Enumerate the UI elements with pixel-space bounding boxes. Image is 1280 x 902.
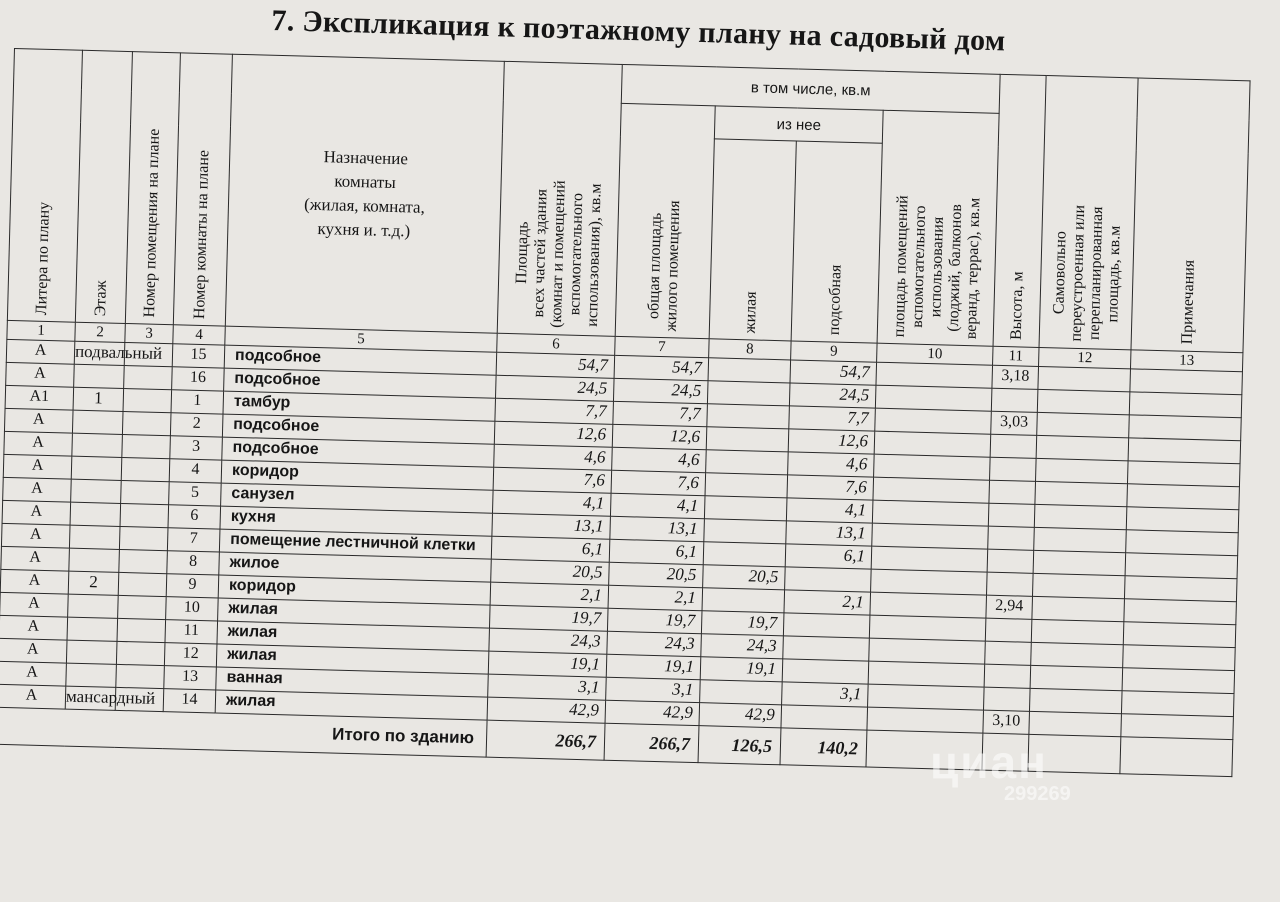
utility-area-cell: 6,1 [785,544,872,569]
floor-cell [72,433,123,457]
total-area-cell: 13,1 [492,513,611,539]
height-cell [989,480,1036,504]
notes-cell [1122,668,1235,694]
living-area-cell [700,680,783,705]
height-cell: 3,03 [991,411,1038,435]
room-number-cell: 7 [167,528,220,552]
living-area-cell [703,542,786,567]
header-unauthorized-area: Самовольно переустроенная или перепланированная площадь, кв.м [1039,76,1138,350]
auxiliary-area-cell [872,523,989,549]
general-area-cell: 12,6 [612,424,707,449]
auxiliary-area-cell [874,431,991,457]
totals-utility-area: 140,2 [780,728,867,767]
notes-cell [1126,530,1239,556]
col-number: 9 [791,341,877,362]
room-number-cell: 10 [166,597,219,621]
col-number: 6 [497,333,615,355]
header-auxiliary-area: площадь помещений вспомогательного использования (лоджий, балконов веранд, террас), кв.м [877,110,999,346]
auxiliary-area-cell [871,546,988,572]
litera-cell: А [0,638,67,663]
general-area-cell: 4,1 [610,493,705,518]
premise-number-cell [121,457,170,481]
height-cell [987,572,1034,596]
living-area-cell [707,381,790,406]
unauthorized-area-cell [1030,665,1123,690]
unauthorized-area-cell [1032,596,1125,621]
col-number: 2 [75,322,125,342]
col-number: 8 [709,339,791,360]
notes-cell [1128,461,1241,487]
litera-cell: А1 [5,385,74,410]
header-room-purpose: Назначение комнаты (жилая, комната, кухня и. т.д.) [225,54,504,333]
total-area-cell: 19,1 [488,651,607,677]
general-area-cell: 19,7 [607,608,702,633]
living-area-cell [706,427,789,452]
auxiliary-area-cell [869,638,986,664]
col-number: 13 [1131,350,1243,372]
header-notes: Примечания [1131,78,1250,353]
litera-cell: А [3,454,72,479]
floor-cell [72,410,123,434]
notes-cell [1127,484,1240,510]
general-area-cell: 20,5 [609,562,704,587]
col-number: 5 [225,326,497,352]
floor-cell: 2 [68,571,119,595]
premise-number-cell [119,549,168,573]
unauthorized-area-cell [1031,619,1124,644]
auxiliary-area-cell [872,500,989,526]
premise-number-cell [123,388,172,412]
unauthorized-area-cell [1034,504,1127,529]
room-number-cell: 12 [164,643,217,667]
height-cell [984,664,1031,688]
general-area-cell: 13,1 [610,516,705,541]
premise-number-cell [121,480,170,504]
utility-area-cell [785,567,872,592]
room-number-cell: 16 [172,367,225,391]
room-purpose-cell: жилая [216,644,489,674]
header-litera: Литера по плану [7,49,82,323]
total-area-cell: 4,6 [494,444,613,470]
total-area-cell: 20,5 [491,559,610,585]
room-purpose-cell: подсобное [224,368,497,398]
watermark-logo: циан [930,736,1048,788]
total-area-cell: 24,5 [495,375,614,401]
utility-area-cell: 12,6 [788,429,875,454]
totals-living-area: 126,5 [698,726,781,765]
litera-cell: А [3,477,72,502]
room-number-cell: 6 [168,505,221,529]
height-cell [988,526,1035,550]
room-purpose-cell: жилая [217,621,490,651]
notes-cell [1125,553,1238,579]
unauthorized-area-cell [1037,412,1130,437]
notes-cell [1129,392,1242,418]
height-cell [991,388,1038,412]
unauthorized-area-cell [1031,642,1124,667]
header-height: Высота, м [993,74,1046,347]
auxiliary-area-cell [875,408,992,434]
living-area-cell: 20,5 [703,565,786,590]
living-area-cell: 24,3 [701,634,784,659]
height-cell: 3,18 [992,365,1039,389]
premise-number-cell [116,641,165,665]
unauthorized-area-cell [1038,366,1131,391]
unauthorized-area-cell [1029,711,1122,736]
room-number-cell: 11 [165,620,218,644]
notes-cell [1125,576,1238,602]
unauthorized-area-cell [1035,481,1128,506]
living-area-cell: 42,9 [699,703,782,728]
general-area-cell: 3,1 [606,677,701,702]
auxiliary-area-cell [870,592,987,618]
total-area-cell: 54,7 [496,352,615,378]
utility-area-cell [783,636,870,661]
total-area-cell: 19,7 [489,605,608,631]
unauthorized-area-cell [1034,527,1127,552]
litera-cell: А [2,500,71,525]
room-purpose-cell: кухня [220,506,493,536]
litera-cell: А [0,684,66,709]
room-number-cell: 1 [171,390,224,414]
room-purpose-cell: санузел [221,483,494,513]
floor-cell [74,364,125,388]
header-room-number: Номер комнаты на плане [173,53,232,326]
unauthorized-area-cell [1036,435,1129,460]
total-area-cell: 42,9 [487,697,606,723]
general-area-cell: 7,7 [613,401,708,426]
premise-number-cell [124,365,173,389]
premise-number-cell [120,503,169,527]
auxiliary-area-cell [867,707,984,733]
premise-number-cell [117,618,166,642]
room-purpose-cell: жилая [218,598,491,628]
general-area-cell: 19,1 [606,654,701,679]
floor-cell [69,525,120,549]
general-area-cell: 24,5 [613,378,708,403]
col-number: 11 [993,346,1039,366]
height-cell [990,457,1037,481]
header-premise-number: Номер помещения на плане [125,52,180,325]
header-general-area: общая площадь жилого помещения [615,103,715,338]
living-area-cell [706,450,789,475]
floor-cell: подвальный [74,341,125,365]
cian-watermark [930,735,1071,805]
unauthorized-area-cell [1037,389,1130,414]
notes-cell [1123,622,1236,648]
premise-number-cell [118,595,167,619]
height-cell [987,549,1034,573]
litera-cell: А [4,431,73,456]
room-purpose-cell: подсобное [222,437,495,467]
height-cell [990,434,1037,458]
utility-area-cell: 24,5 [789,383,876,408]
height-cell [988,503,1035,527]
col-number: 10 [877,343,994,365]
total-area-cell: 6,1 [491,536,610,562]
total-area-cell: 3,1 [488,674,607,700]
utility-area-cell: 7,6 [787,475,874,500]
room-purpose-cell: ванная [216,667,489,697]
utility-area-cell: 7,7 [789,406,876,431]
room-number-cell: 4 [169,459,222,483]
premise-number-cell [118,572,167,596]
col-number: 4 [173,325,225,345]
floor-cell: мансардный [65,686,116,710]
general-area-cell: 2,1 [608,585,703,610]
living-area-cell [704,496,787,521]
total-area-cell: 24,3 [489,628,608,654]
floor-cell [66,663,117,687]
height-cell: 3,10 [983,710,1030,734]
living-area-cell [708,358,791,383]
notes-cell [1129,415,1242,441]
room-number-cell: 13 [164,666,217,690]
room-purpose-cell: помещение лестничной клетки [219,529,492,559]
utility-area-cell: 4,1 [786,498,873,523]
utility-area-cell [783,613,870,638]
header-total-area: Площадь всех частей здания (комнат и помещений вспомогательного использования), кв.м [497,61,622,336]
premise-number-cell [122,434,171,458]
utility-area-cell: 54,7 [790,360,877,385]
total-area-cell: 12,6 [494,421,613,447]
general-area-cell: 54,7 [614,355,709,380]
col-number: 1 [7,320,75,341]
header-utility: подсобная [791,141,882,343]
utility-area-cell: 13,1 [786,521,873,546]
total-area-cell: 2,1 [490,582,609,608]
floor-cell: 1 [73,387,124,411]
utility-area-cell: 2,1 [784,590,871,615]
auxiliary-area-cell [868,661,985,687]
premise-number-cell [122,411,171,435]
auxiliary-area-cell [873,477,990,503]
watermark-id: 299269 [1004,783,1071,805]
litera-cell: А [1,523,70,548]
height-cell [985,618,1032,642]
auxiliary-area-cell [868,684,985,710]
unauthorized-area-cell [1033,573,1126,598]
room-purpose-cell: коридор [221,460,494,490]
totals-general-area: 266,7 [604,723,699,762]
room-number-cell: 8 [167,551,220,575]
floor-cell [66,640,117,664]
living-area-cell [707,404,790,429]
litera-cell: А [0,569,69,594]
room-number-cell: 15 [172,344,225,368]
living-area-cell [702,588,785,613]
totals-label: Итого по зданию [0,707,487,757]
floor-cell [71,456,122,480]
room-purpose-cell: подсобное [222,414,495,444]
total-area-cell: 7,6 [493,467,612,493]
explication-table [0,48,1251,777]
living-area-cell: 19,7 [701,611,784,636]
general-area-cell: 7,6 [611,470,706,495]
floor-cell [68,594,119,618]
auxiliary-area-cell [871,569,988,595]
notes-cell [1124,599,1237,625]
utility-area-cell: 4,6 [788,452,875,477]
height-cell: 2,94 [986,595,1033,619]
unauthorized-area-cell [1033,550,1126,575]
height-cell [985,641,1032,665]
general-area-cell: 42,9 [605,700,700,725]
notes-cell [1126,507,1239,533]
auxiliary-area-cell [869,615,986,641]
header-group-including: в том числе, кв.м [621,64,1000,113]
table-header [7,49,1250,372]
header-floor: Этаж [75,50,132,323]
room-purpose-cell: тамбур [223,391,496,421]
litera-cell: А [1,546,70,571]
room-purpose-cell: жилая [215,690,488,720]
room-number-cell: 14 [163,689,216,713]
litera-cell: А [6,339,75,364]
notes-cell [1123,645,1236,671]
litera-cell: А [6,362,75,387]
premise-number-cell [119,526,168,550]
col-number: 3 [125,324,173,344]
general-area-cell: 6,1 [609,539,704,564]
utility-area-cell [782,659,869,684]
room-purpose-cell: подсобное [224,345,497,375]
notes-cell [1128,438,1241,464]
litera-cell: А [4,408,73,433]
auxiliary-area-cell [876,362,993,388]
general-area-cell: 24,3 [607,631,702,656]
table-body [0,339,1242,739]
notes-cell [1130,369,1243,395]
document-title: 7. Экспликация к поэтажному плану на садовый дом [271,4,1007,58]
room-number-cell: 5 [169,482,222,506]
room-purpose-cell: жилое [219,552,492,582]
room-number-cell: 2 [170,413,223,437]
notes-cell [1121,691,1234,717]
totals-total-area: 266,7 [486,720,605,760]
utility-area-cell: 3,1 [782,682,869,707]
total-area-cell: 7,7 [495,398,614,424]
premise-number-cell [116,664,165,688]
explication-sheet [0,48,1250,902]
col-number: 12 [1039,347,1131,368]
living-area-cell [705,473,788,498]
floor-cell [71,479,122,503]
living-area-cell: 19,1 [700,657,783,682]
height-cell [984,687,1031,711]
utility-area-cell [781,705,868,730]
auxiliary-area-cell [875,385,992,411]
litera-cell: А [0,592,68,617]
room-number-cell: 3 [170,436,223,460]
floor-cell [70,502,121,526]
unauthorized-area-cell [1036,458,1129,483]
notes-cell [1121,714,1234,740]
living-area-cell [704,519,787,544]
litera-cell: А [0,661,66,686]
floor-cell [69,548,120,572]
floor-cell [67,617,118,641]
litera-cell: А [0,615,68,640]
auxiliary-area-cell [874,454,991,480]
room-purpose-cell: коридор [218,575,491,605]
general-area-cell: 4,6 [612,447,707,472]
header-living: жилая [709,139,796,341]
total-area-cell: 4,1 [492,490,611,516]
room-number-cell: 9 [166,574,219,598]
col-number: 7 [615,336,709,357]
unauthorized-area-cell [1030,688,1123,713]
header-group-of-it: из нее [714,106,883,144]
